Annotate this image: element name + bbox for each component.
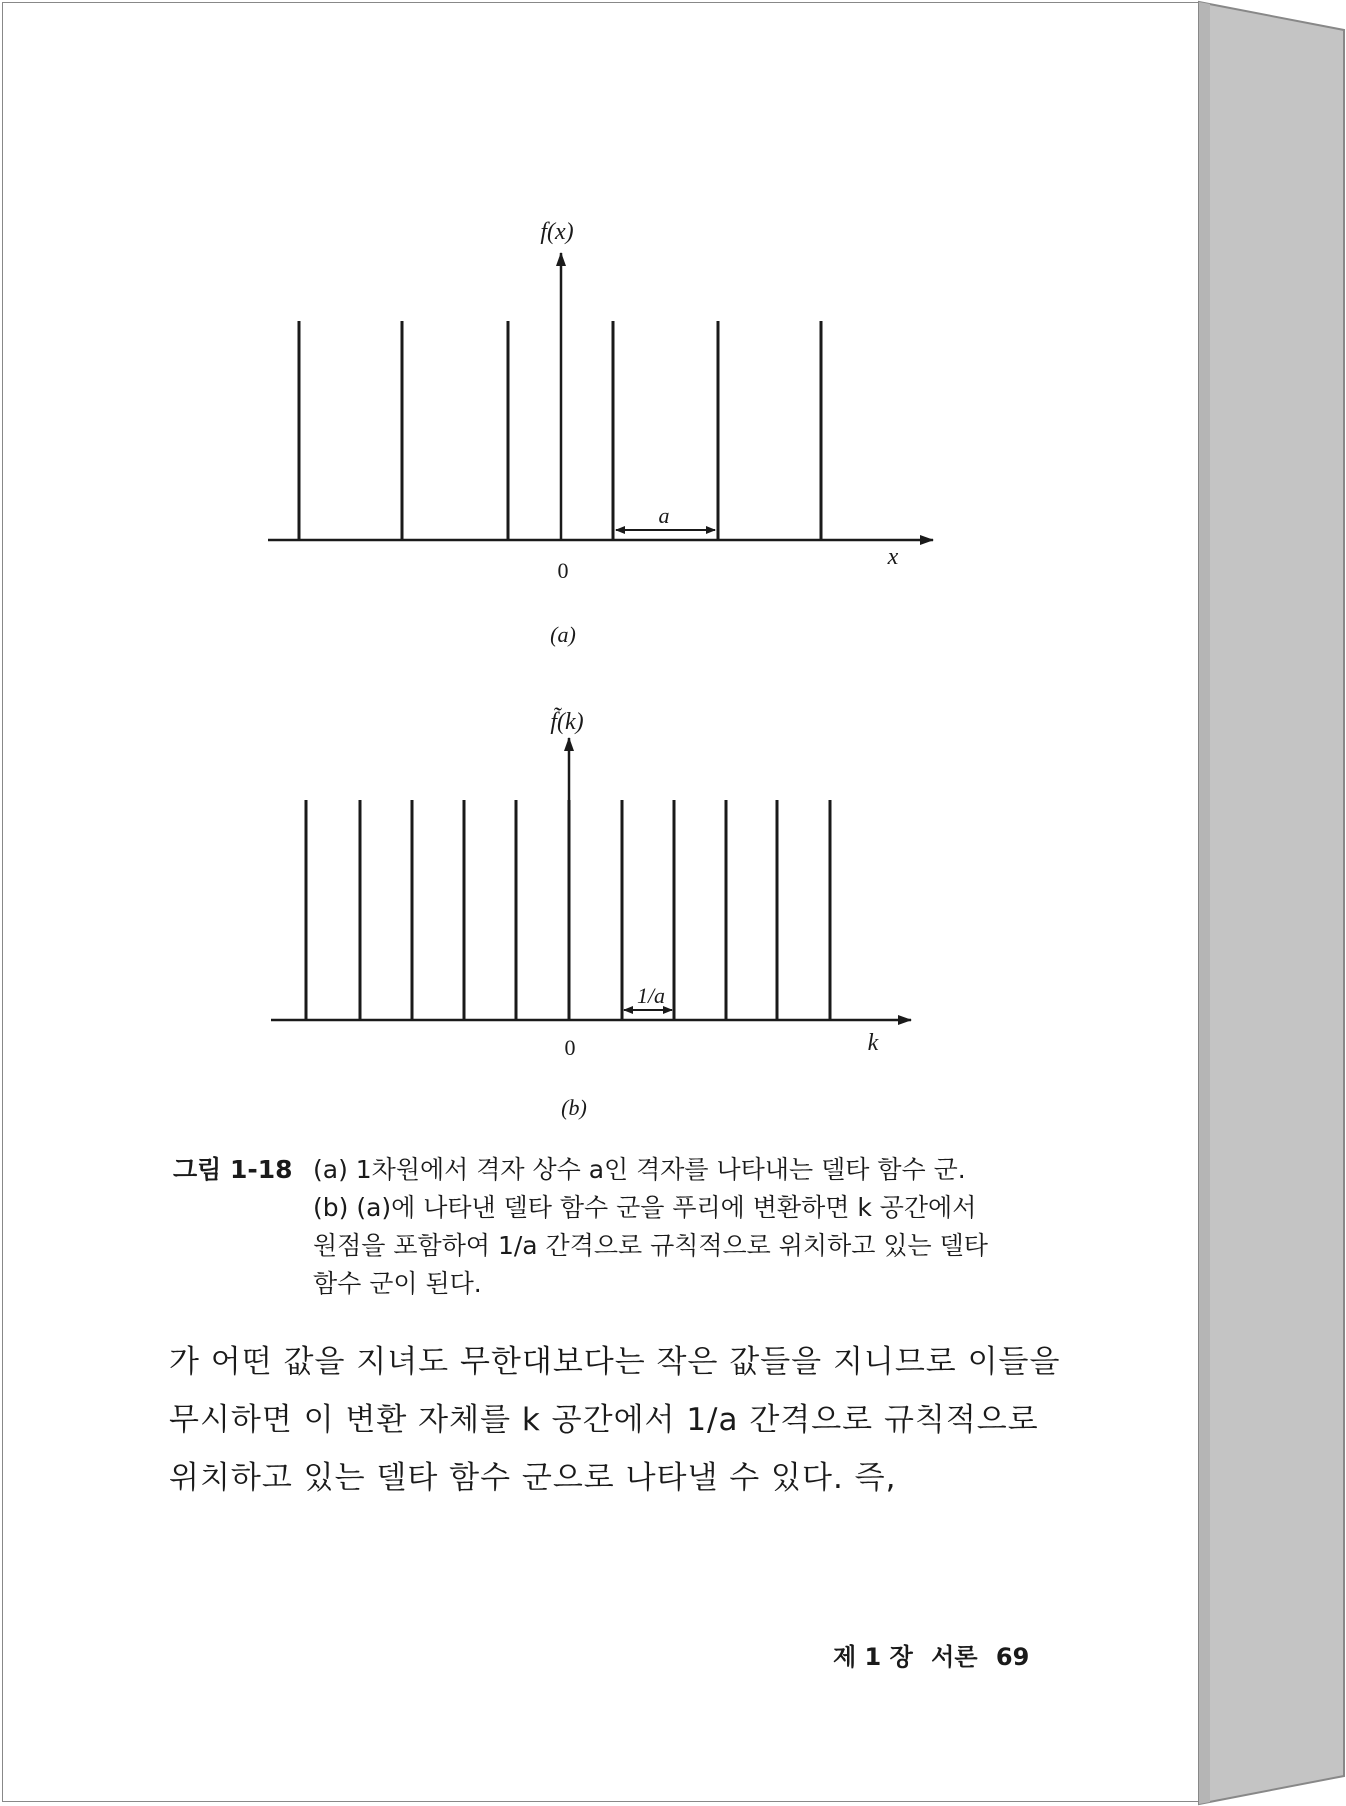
- panel-b-spacing-label: 1/a: [636, 983, 666, 1008]
- body-line: 위치하고 있는 델타 함수 군으로 나타낼 수 있다. 즉,: [169, 1460, 897, 1496]
- body-line: 가 어떤 값을 지녀도 무한대보다는 작은 값들을 지니므로 이들을: [169, 1344, 1061, 1380]
- panel-b-panel-label: (b): [561, 1095, 587, 1120]
- figure-1-18: [3, 3, 1200, 1143]
- caption-line: (b) (a)에 나타낸 델타 함수 군을 푸리에 변환하면 k 공간에서: [313, 1193, 977, 1222]
- caption-line: 함수 군이 된다.: [313, 1269, 482, 1298]
- panel-a-spacing-label: a: [658, 503, 670, 528]
- panel-a-x-label: x: [887, 544, 899, 570]
- caption-text: [313, 1151, 1073, 1303]
- panel-a-origin-label: 0: [557, 558, 569, 583]
- panel-b-k-label: k: [867, 1030, 879, 1056]
- footer-chapter: 제 1 장: [833, 1643, 913, 1671]
- panel-b-origin-label: 0: [564, 1035, 576, 1060]
- panel-b-y-label: f̃(k): [550, 709, 584, 735]
- panel-a-y-label: f(x): [540, 219, 574, 245]
- caption-line: 원점을 포함하여 1/a 간격으로 규칙적으로 위치하고 있는 델타: [313, 1231, 988, 1260]
- page-footer: [833, 1637, 1039, 1672]
- footer-title: 서론: [931, 1643, 978, 1671]
- panel-b: [271, 707, 911, 1120]
- panel-a: [268, 219, 933, 647]
- page-number: 69: [995, 1643, 1030, 1671]
- caption-line: (a) 1차원에서 격자 상수 a인 격자를 나타내는 델타 함수 군.: [313, 1155, 966, 1184]
- panel-a-panel-label: (a): [550, 622, 576, 647]
- book-page: [2, 2, 1199, 1802]
- body-line: 무시하면 이 변환 자체를 k 공간에서 1/a 간격으로 규칙적으로: [169, 1402, 1039, 1438]
- caption-label: 그림 1-18: [173, 1155, 293, 1184]
- body-paragraph: [169, 1333, 1061, 1507]
